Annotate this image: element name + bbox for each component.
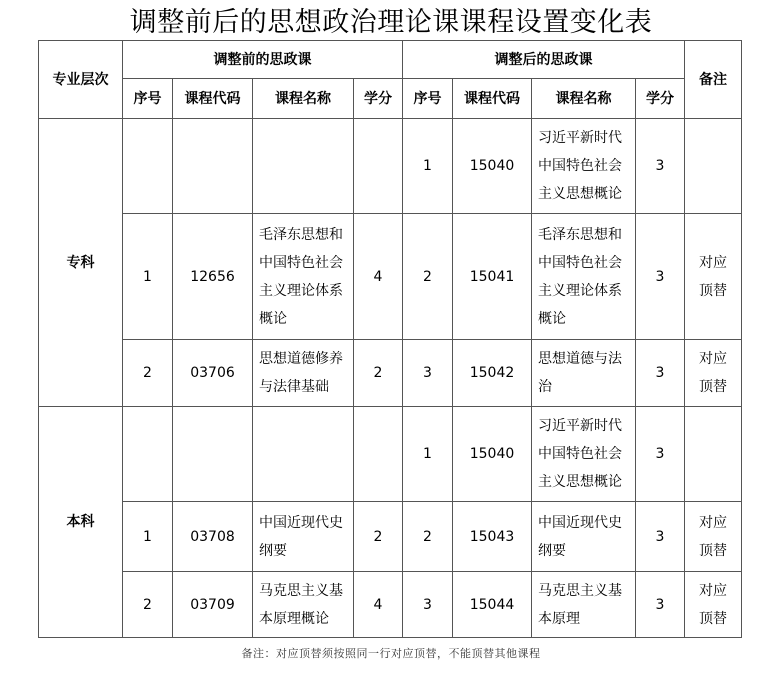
header-after-credit: 学分: [636, 79, 685, 119]
before-credit: [354, 119, 403, 214]
before-credit: 2: [354, 502, 403, 572]
header-before-no: 序号: [123, 79, 173, 119]
header-note: 备注: [685, 41, 742, 119]
before-code: 03708: [173, 502, 253, 572]
note-cell: 对应 顶替: [685, 340, 742, 407]
after-no: 1: [403, 407, 453, 502]
header-before-credit: 学分: [354, 79, 403, 119]
before-code: 03706: [173, 340, 253, 407]
before-no: [123, 407, 173, 502]
after-no: 2: [403, 214, 453, 340]
table-row: [39, 572, 742, 638]
header-after-group: 调整后的思政课: [403, 41, 685, 79]
before-no: 2: [123, 572, 173, 638]
note-cell: 对应 顶替: [685, 502, 742, 572]
after-no: 3: [403, 340, 453, 407]
after-code: 15040: [453, 407, 532, 502]
note-cell: 对应 顶替: [685, 572, 742, 638]
before-credit: [354, 407, 403, 502]
after-name: 马克思主义基 本原理: [532, 572, 636, 638]
after-credit: 3: [636, 214, 685, 340]
after-code: 15044: [453, 572, 532, 638]
before-no: [123, 119, 173, 214]
table-row: [39, 502, 742, 572]
before-no: 1: [123, 502, 173, 572]
note-cell: 对应 顶替: [685, 214, 742, 340]
header-after-name: 课程名称: [532, 79, 636, 119]
after-name: 思想道德与法 治: [532, 340, 636, 407]
before-code: [173, 407, 253, 502]
before-name: 马克思主义基 本原理概论: [253, 572, 354, 638]
before-name: [253, 407, 354, 502]
before-credit: 4: [354, 214, 403, 340]
before-code: 12656: [173, 214, 253, 340]
header-before-group: 调整前的思政课: [123, 41, 403, 79]
before-name: [253, 119, 354, 214]
before-code: 03709: [173, 572, 253, 638]
page-title: 调整前后的思想政治理论课课程设置变化表: [129, 7, 653, 38]
before-code: [173, 119, 253, 214]
after-credit: 3: [636, 340, 685, 407]
header-row-1: [39, 41, 742, 79]
before-credit: 4: [354, 572, 403, 638]
table-row: [39, 119, 742, 214]
before-name: 中国近现代史 纲要: [253, 502, 354, 572]
after-no: 2: [403, 502, 453, 572]
after-name: 习近平新时代 中国特色社会 主义思想概论: [532, 119, 636, 214]
after-no: 1: [403, 119, 453, 214]
before-credit: 2: [354, 340, 403, 407]
after-credit: 3: [636, 572, 685, 638]
before-name: 思想道德修养 与法律基础: [253, 340, 354, 407]
table-row: [39, 340, 742, 407]
before-name: 毛泽东思想和 中国特色社会 主义理论体系 概论: [253, 214, 354, 340]
note-cell: [685, 119, 742, 214]
level-cell: 本科: [39, 407, 123, 638]
level-cell: 专科: [39, 119, 123, 407]
footnote: 备注：对应顶替须按照同一行对应顶替，不能顶替其他课程: [241, 647, 541, 660]
table-row: [39, 407, 742, 502]
after-credit: 3: [636, 119, 685, 214]
after-name: 中国近现代史 纲要: [532, 502, 636, 572]
header-level: 专业层次: [39, 41, 123, 119]
header-after-no: 序号: [403, 79, 453, 119]
header-after-code: 课程代码: [453, 79, 532, 119]
after-name: 毛泽东思想和 中国特色社会 主义理论体系 概论: [532, 214, 636, 340]
after-code: 15043: [453, 502, 532, 572]
table-row: [39, 214, 742, 340]
header-before-code: 课程代码: [173, 79, 253, 119]
after-code: 15040: [453, 119, 532, 214]
before-no: 1: [123, 214, 173, 340]
course-change-table: [38, 40, 742, 638]
after-no: 3: [403, 572, 453, 638]
header-before-name: 课程名称: [253, 79, 354, 119]
after-code: 15041: [453, 214, 532, 340]
header-row-2: [39, 79, 742, 119]
after-credit: 3: [636, 407, 685, 502]
after-code: 15042: [453, 340, 532, 407]
after-name: 习近平新时代 中国特色社会 主义思想概论: [532, 407, 636, 502]
after-credit: 3: [636, 502, 685, 572]
before-no: 2: [123, 340, 173, 407]
note-cell: [685, 407, 742, 502]
